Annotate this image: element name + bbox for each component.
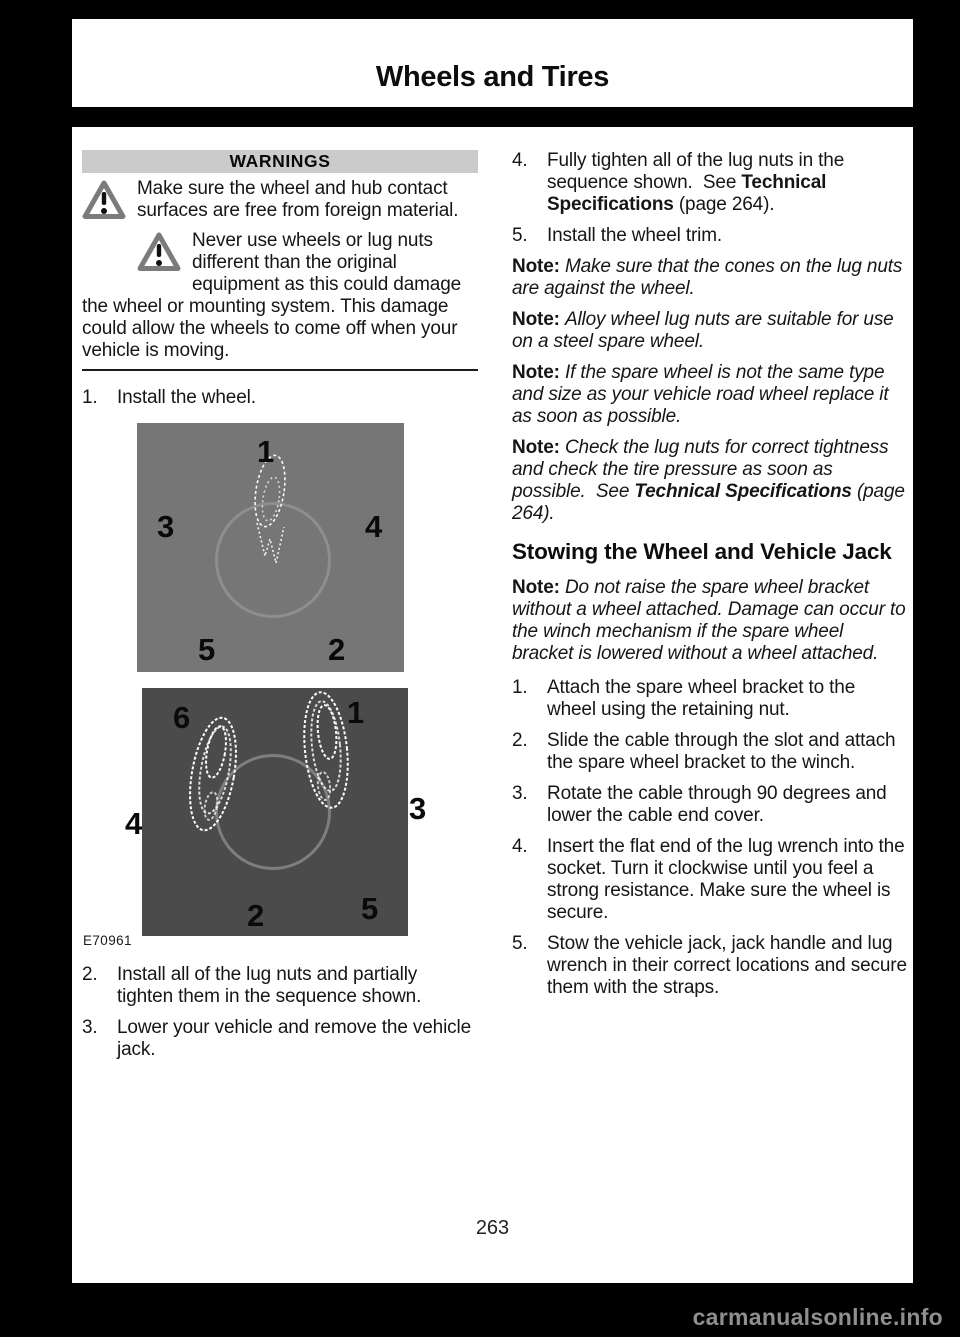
- numbered-step: [82, 1017, 478, 1061]
- warnings-box: [82, 150, 478, 371]
- note-label: Note:: [512, 309, 560, 330]
- figure-code-label: E70961: [83, 933, 132, 948]
- list-text: Install the wheel trim.: [547, 225, 723, 246]
- list-number: 1.: [512, 677, 528, 698]
- sequence-number-1: 1: [257, 434, 275, 469]
- list-number: 5.: [512, 933, 528, 954]
- sequence-number-3: 3: [409, 791, 427, 826]
- sequence-number-5: 5: [198, 632, 216, 667]
- note-text: Do not raise the spare wheel bracket without a wheel attached. Damage can occur to the winch mechanism if the spare wheel bracket is lowered without a wheel attached.: [512, 577, 911, 664]
- list-number: 3.: [512, 783, 528, 804]
- note-label: Note:: [512, 256, 560, 277]
- list-text: Stow the vehicle jack, jack handle and lug wrench in their correct locations and secure them with the straps.: [547, 933, 912, 998]
- text-segment: (page 264).: [673, 194, 775, 215]
- numbered-step: [512, 150, 908, 216]
- note-paragraph: [512, 437, 908, 525]
- list-text: Slide the cable through the slot and attach the spare wheel bracket to the winch.: [547, 730, 901, 773]
- list-text: Rotate the cable through 90 degrees and lower the cable end cover.: [547, 783, 892, 826]
- warning-item: [82, 178, 478, 222]
- text-segment: Fully tighten all of the lug nuts in the sequence shown. See: [547, 150, 850, 193]
- sequence-number-2: 2: [247, 898, 265, 933]
- note-label: Note:: [512, 437, 560, 458]
- warning-triangle-icon: [82, 180, 126, 220]
- note-label: Note:: [512, 362, 560, 383]
- cross-reference: Technical Specifications: [634, 481, 852, 502]
- sequence-number-5: 5: [361, 891, 379, 926]
- lug-nut-sequence-diagram-6-lug: [125, 688, 427, 936]
- note-label: Note:: [512, 577, 560, 598]
- right-column: [512, 150, 912, 1008]
- text-segment: (page 264).: [512, 481, 910, 524]
- sequence-number-2: 2: [328, 632, 346, 667]
- note-paragraph: [512, 309, 908, 353]
- page-number: 263: [475, 1217, 510, 1239]
- list-text: Lower your vehicle and remove the vehicle jack.: [117, 1017, 477, 1060]
- numbered-step: [512, 783, 908, 827]
- note-text: If the spare wheel is not the same type and size as your vehicle road wheel replace it as soon as possible.: [512, 362, 894, 427]
- page-body: [72, 127, 913, 1283]
- note-paragraph: [512, 577, 911, 665]
- sequence-number-6: 6: [173, 700, 191, 735]
- page-title: Wheels and Tires: [375, 61, 610, 93]
- sequence-number-4: 4: [125, 806, 143, 841]
- list-text: Install all of the lug nuts and partially tighten them in the sequence shown.: [117, 964, 423, 1007]
- numbered-step: [82, 964, 478, 1008]
- list-number: 4.: [512, 150, 528, 171]
- list-text: Install the wheel.: [117, 387, 256, 408]
- list-number: 2.: [82, 964, 98, 985]
- cross-reference: Technical Specifications: [547, 172, 832, 215]
- warnings-title: WARNINGS: [82, 150, 478, 173]
- watermark-link[interactable]: carmanualsonline.info: [692, 1304, 943, 1330]
- numbered-step: [512, 677, 908, 721]
- list-text: Insert the flat end of the lug wrench into the socket. Turn it clockwise until you feel a strong resistance. Make sure the wheel is secure.: [547, 836, 910, 923]
- page-header: [72, 19, 913, 107]
- warning-item: [82, 230, 478, 362]
- list-text: Attach the spare wheel bracket to the wheel using the retaining nut.: [547, 677, 861, 720]
- section-heading: Stowing the Wheel and Vehicle Jack: [512, 539, 892, 564]
- sequence-number-3: 3: [157, 509, 175, 544]
- list-number: 2.: [512, 730, 528, 751]
- note-text: [512, 437, 910, 524]
- warning-triangle-icon: [137, 232, 181, 272]
- sequence-number-4: 4: [365, 509, 383, 544]
- numbered-step: [512, 836, 908, 924]
- numbered-step: [82, 387, 478, 409]
- note-paragraph: [512, 256, 908, 300]
- numbered-step: [512, 933, 912, 999]
- list-number: 1.: [82, 387, 98, 408]
- numbered-step: [512, 225, 908, 247]
- sequence-number-1: 1: [347, 695, 365, 730]
- list-text: [547, 150, 908, 216]
- list-number: 4.: [512, 836, 528, 857]
- warning-text: Make sure the wheel and hub contact surfaces are free from foreign material.: [137, 178, 459, 221]
- note-text: Make sure that the cones on the lug nuts are against the wheel.: [512, 256, 908, 299]
- text-segment: Check the lug nuts for correct tightness and check the tire pressure as soon as possible. See: [512, 437, 894, 502]
- numbered-step: [512, 730, 908, 774]
- note-text: Alloy wheel lug nuts are suitable for use on a steel spare wheel.: [512, 309, 899, 352]
- warning-text: Never use wheels or lug nuts different than the original equipment as this could damage the wheel or mounting system. This damage could allow the wheels to come off when your vehicle is moving.: [82, 230, 467, 361]
- list-number: 5.: [512, 225, 528, 246]
- left-column: [82, 150, 478, 1070]
- list-number: 3.: [82, 1017, 98, 1038]
- warnings-divider: [82, 369, 478, 371]
- note-paragraph: [512, 362, 908, 428]
- lug-nut-sequence-diagram-5-lug: [137, 423, 404, 672]
